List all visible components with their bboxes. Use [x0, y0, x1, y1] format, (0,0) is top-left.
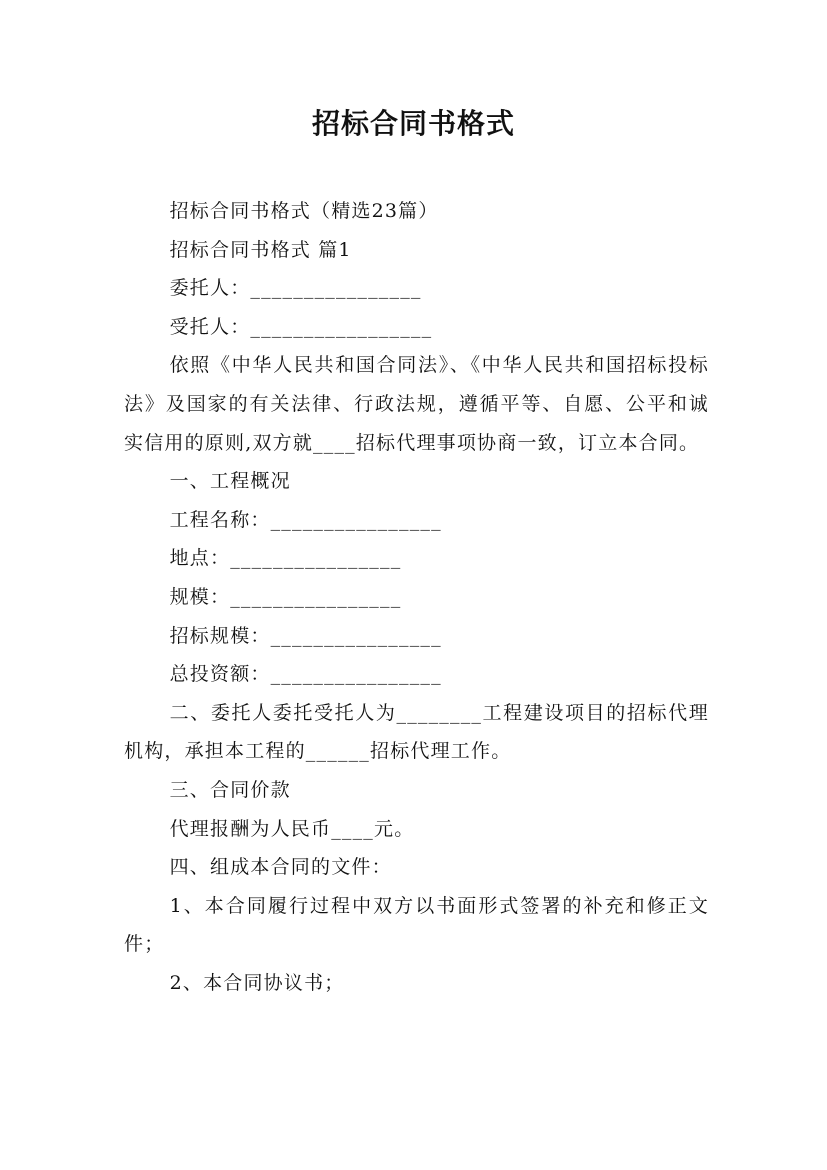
- paragraph-heading-1: 一、工程概况: [169, 470, 291, 493]
- paragraph-agent: 受托人：_________________: [169, 315, 433, 338]
- paragraph-tender-scale: 招标规模：________________: [169, 624, 442, 647]
- paragraph-item-1: 1、本合同履行过程中双方以书面形式签署的补充和修正文件；: [124, 894, 709, 956]
- paragraph-principal: 委托人：________________: [169, 277, 422, 300]
- paragraph-section-heading: 招标合同书格式 篇1: [169, 238, 352, 261]
- paragraph-subtitle: 招标合同书格式（精选23篇）: [169, 200, 439, 222]
- paragraph-remuneration: 代理报酬为人民币____元。: [169, 817, 415, 840]
- paragraph-item-2: 2、本合同协议书；: [169, 971, 345, 994]
- paragraph-total-investment: 总投资额：________________: [169, 663, 442, 686]
- document-body: [124, 192, 709, 1002]
- paragraph-heading-2: 二、委托人委托受托人为________工程建设项目的招标代理机构，承担本工程的______招标代理工作。: [124, 701, 709, 763]
- paragraph-heading-3: 三、合同价款: [169, 778, 291, 801]
- paragraph-scale: 规模：________________: [169, 585, 402, 608]
- document-title: 招标合同书格式: [311, 107, 515, 140]
- paragraph-location: 地点：________________: [169, 547, 402, 570]
- paragraph-heading-4: 四、组成本合同的文件：: [169, 856, 392, 879]
- paragraph-project-name: 工程名称：________________: [169, 508, 442, 531]
- paragraph-legal-basis: 依照《中华人民共和国合同法》、《中华人民共和国招标投标法》及国家的有关法律、行政法规，遵循平等、自愿、公平和诚实信用的原则,双方就____招标代理事项协商一致，订立本合同。: [124, 354, 709, 454]
